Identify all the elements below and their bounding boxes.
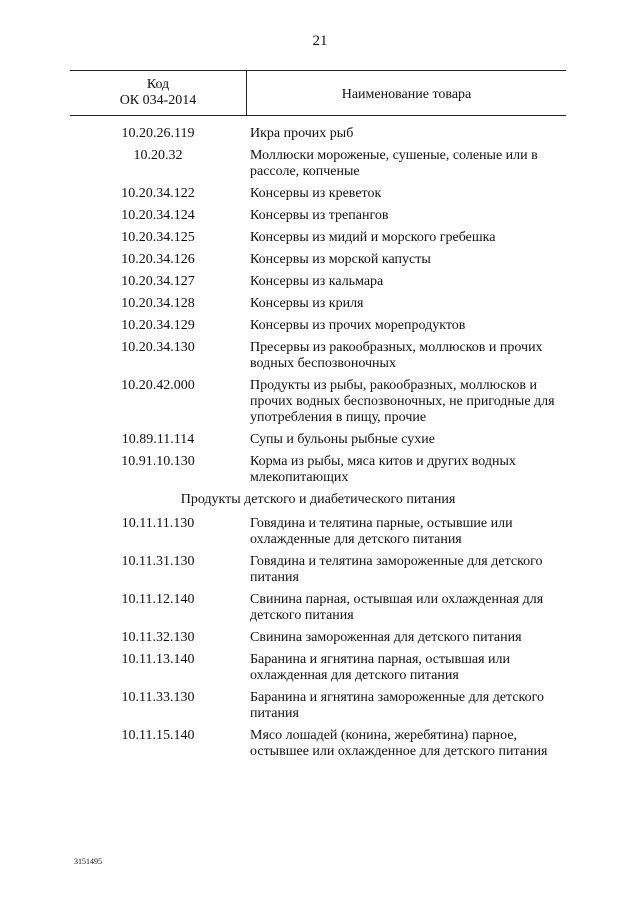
table-row <box>70 274 566 290</box>
header-code-label: Код <box>146 77 170 92</box>
row-code: 10.20.34.125 <box>121 230 195 245</box>
table-row <box>70 318 566 334</box>
row-code: 10.11.31.130 <box>121 554 195 569</box>
row-name: Баранина и ягнятина парная, остывшая или охлажденная для детского питания <box>250 652 511 683</box>
row-name: Мясо лошадей (конина, жеребятина) парное, остывшее или охлажденное для детского питания <box>250 728 548 759</box>
row-name: Говядина и телятина замороженные для детского питания <box>250 554 543 585</box>
row-code: 10.20.34.122 <box>121 186 195 201</box>
header-code-column <box>70 71 247 115</box>
table-row <box>70 340 566 372</box>
row-name: Говядина и телятина парные, остывшие или охлажденные для детского питания <box>250 516 513 547</box>
row-name: Свинина парная, остывшая или охлажденная для детского питания <box>250 592 544 623</box>
document-id: 3151495 <box>74 857 102 866</box>
row-name: Консервы из кальмара <box>250 274 384 289</box>
section-title: Продукты детского и диабетического питания <box>180 492 456 507</box>
table-header <box>70 70 566 116</box>
row-code: 10.11.11.130 <box>121 516 195 531</box>
table-row <box>70 516 566 548</box>
table-row <box>70 652 566 684</box>
rows-group-children <box>70 516 566 760</box>
header-name-column: Наименование товара <box>341 87 472 102</box>
table-row <box>70 252 566 268</box>
row-code: 10.11.12.140 <box>121 592 195 607</box>
row-name: Консервы из морской капусты <box>250 252 431 267</box>
row-name: Продукты из рыбы, ракообразных, моллюсков и прочих водных беспозвоночных, не пригодные для употребления в пищу, прочие <box>250 378 555 425</box>
table-row <box>70 230 566 246</box>
table-row <box>70 208 566 224</box>
goods-table <box>70 70 566 766</box>
row-name: Пресервы из ракообразных, моллюсков и прочих водных беспозвоночных <box>250 340 543 371</box>
header-code-standard: ОК 034-2014 <box>119 93 197 108</box>
row-code: 10.11.13.140 <box>121 652 195 667</box>
row-name: Консервы из трепангов <box>250 208 389 223</box>
row-code: 10.20.26.119 <box>121 126 195 141</box>
table-row <box>70 186 566 202</box>
table-body <box>70 126 566 760</box>
row-code: 10.11.15.140 <box>121 728 195 743</box>
table-row <box>70 728 566 760</box>
row-name: Свинина замороженная для детского питания <box>250 630 522 645</box>
row-code: 10.20.32 <box>133 148 183 163</box>
table-row <box>70 690 566 722</box>
row-name: Корма из рыбы, мяса китов и других водных млекопитающих <box>250 454 516 485</box>
row-name: Баранина и ягнятина замороженные для детского питания <box>250 690 545 721</box>
row-name: Супы и бульоны рыбные сухие <box>250 432 436 447</box>
table-row <box>70 630 566 646</box>
row-code: 10.11.33.130 <box>121 690 195 705</box>
row-code: 10.91.10.130 <box>121 454 195 469</box>
row-code: 10.20.34.124 <box>121 208 195 223</box>
row-name: Консервы из криля <box>250 296 364 311</box>
row-code: 10.20.34.127 <box>121 274 195 289</box>
table-row <box>70 592 566 624</box>
page-number: 21 <box>312 33 328 49</box>
rows-group-fish <box>70 126 566 486</box>
row-code: 10.20.34.129 <box>121 318 195 333</box>
table-row <box>70 554 566 586</box>
row-name: Моллюски мороженые, сушеные, соленые или в рассоле, копченые <box>250 148 538 179</box>
table-row <box>70 126 566 142</box>
row-name: Консервы из креветок <box>250 186 382 201</box>
table-row <box>70 432 566 448</box>
row-code: 10.20.34.128 <box>121 296 195 311</box>
table-row <box>70 378 566 426</box>
row-code: 10.20.42.000 <box>121 378 195 393</box>
row-code: 10.11.32.130 <box>121 630 195 645</box>
row-name: Икра прочих рыб <box>250 126 354 141</box>
table-row <box>70 296 566 312</box>
table-row <box>70 148 566 180</box>
row-code: 10.89.11.114 <box>121 432 195 447</box>
row-code: 10.20.34.126 <box>121 252 195 267</box>
table-row <box>70 454 566 486</box>
row-name: Консервы из прочих морепродуктов <box>250 318 466 333</box>
row-name: Консервы из мидий и морского гребешка <box>250 230 496 245</box>
row-code: 10.20.34.130 <box>121 340 195 355</box>
